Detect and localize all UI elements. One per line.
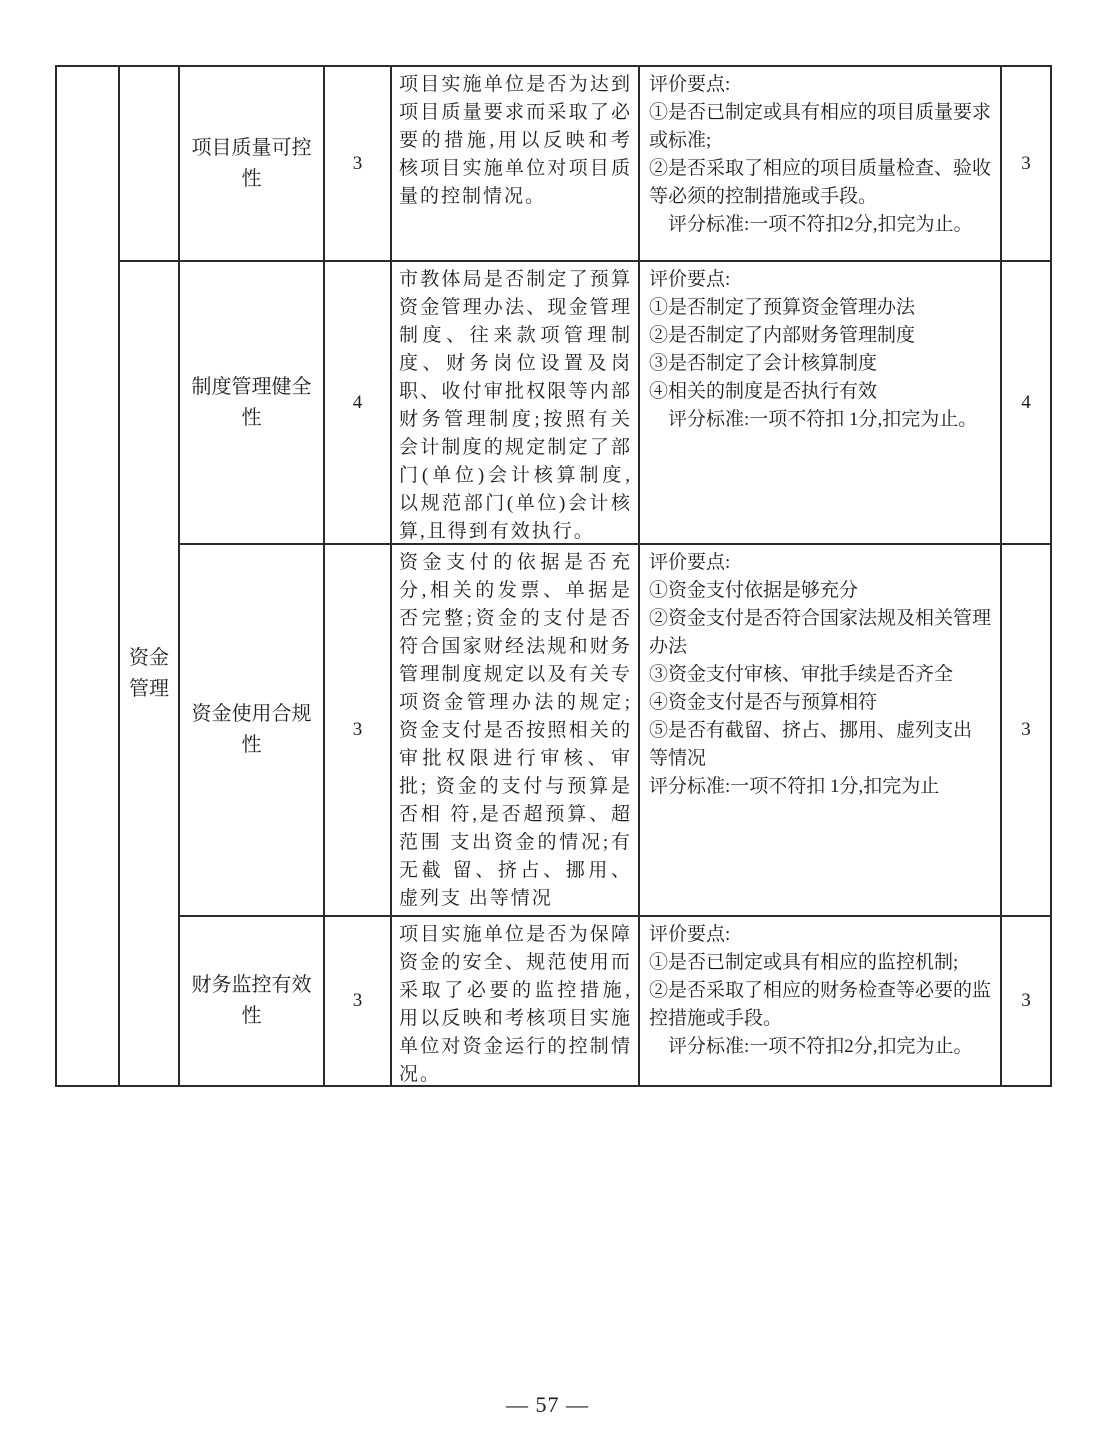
score-cell: 3 — [1002, 545, 1050, 917]
page-number: — 57 — — [506, 1392, 589, 1417]
description-cell: 资金支付的依据是否充 分,相关的发票、单据是 否完整;资金的支付是否 符合国家财经法规和财务 管理制度规定以及有关专 项资金管理办法的规定; 资金支付是否按照相关的 审批权限进行审核、审批; 资金的支付与预算是否相 符,是否超预算、超范围 支出资金的情况;有无截 留、挤占、挪用、虚列支 出等情况 — [392, 545, 640, 917]
weight-cell: 4 — [325, 262, 392, 545]
description-cell: 项目实施单位是否为保障 资金的安全、规范使用而 采取了必要的监控措施, 用以反映和考核项目实施 单位对资金运行的控制情 况。 — [392, 917, 640, 1085]
category-cell: 资金管理 — [120, 262, 180, 1085]
score-cell: 4 — [1002, 262, 1050, 545]
weight-cell: 3 — [325, 67, 392, 262]
weight-cell: 3 — [325, 545, 392, 917]
weight-cell: 3 — [325, 917, 392, 1085]
left-spacer-cell — [57, 67, 120, 1085]
scoring-table — [55, 65, 1052, 1087]
evaluation-points-cell: 评价要点: ①是否已制定或具有相应的监控机制; ②是否采取了相应的财务检查等必要的监控措施或手段。 评分标准:一项不符扣2分,扣完为止。 — [640, 917, 1002, 1085]
category-cell-empty — [120, 67, 180, 262]
indicator-cell: 项目质量可控性 — [180, 67, 325, 262]
evaluation-points-cell: 评价要点: ①资金支付依据是够充分 ②资金支付是否符合国家法规及相关管理办法 ③资金支付审核、审批手续是否齐全 ④资金支付是否与预算相符 ⑤是否有截留、挤占、挪用、虚列支出 等情况 评分标准:一项不符扣 1分,扣完为止 — [640, 545, 1002, 917]
score-cell: 3 — [1002, 67, 1050, 262]
score-cell: 3 — [1021, 990, 1031, 1011]
indicator-cell: 财务监控有效性 — [180, 917, 325, 1085]
evaluation-points-cell: 评价要点: ①是否已制定或具有相应的项目质量要求或标准; ②是否采取了相应的项目质量检查、验收等必须的控制措施或手段。 评分标准:一项不符扣2分,扣完为止。 — [640, 67, 1002, 262]
evaluation-points-cell: 评价要点: ①是否制定了预算资金管理办法 ②是否制定了内部财务管理制度 ③是否制定了会计核算制度 ④相关的制度是否执行有效 评分标准:一项不符扣 1分,扣完为止。 — [640, 262, 1002, 545]
indicator-cell: 制度管理健全性 — [180, 262, 325, 545]
description-cell: 项目实施单位是否为达到 项目质量要求而采取了必 要的措施,用以反映和考 核项目实施单位对项目质 量的控制情况。 — [392, 67, 640, 262]
description-cell: 市教体局是否制定了预算资金管理办法、现金管理制度、往来款项管理制度、财务岗位设置及岗职、收付审批权限等内部财务管理制度;按照有关会计制度的规定制定了部门(单位)会计核算制度,以规范部门(单位)会计核算,且得到有效执行。 — [392, 262, 640, 545]
indicator-cell: 资金使用合规性 — [180, 545, 325, 917]
